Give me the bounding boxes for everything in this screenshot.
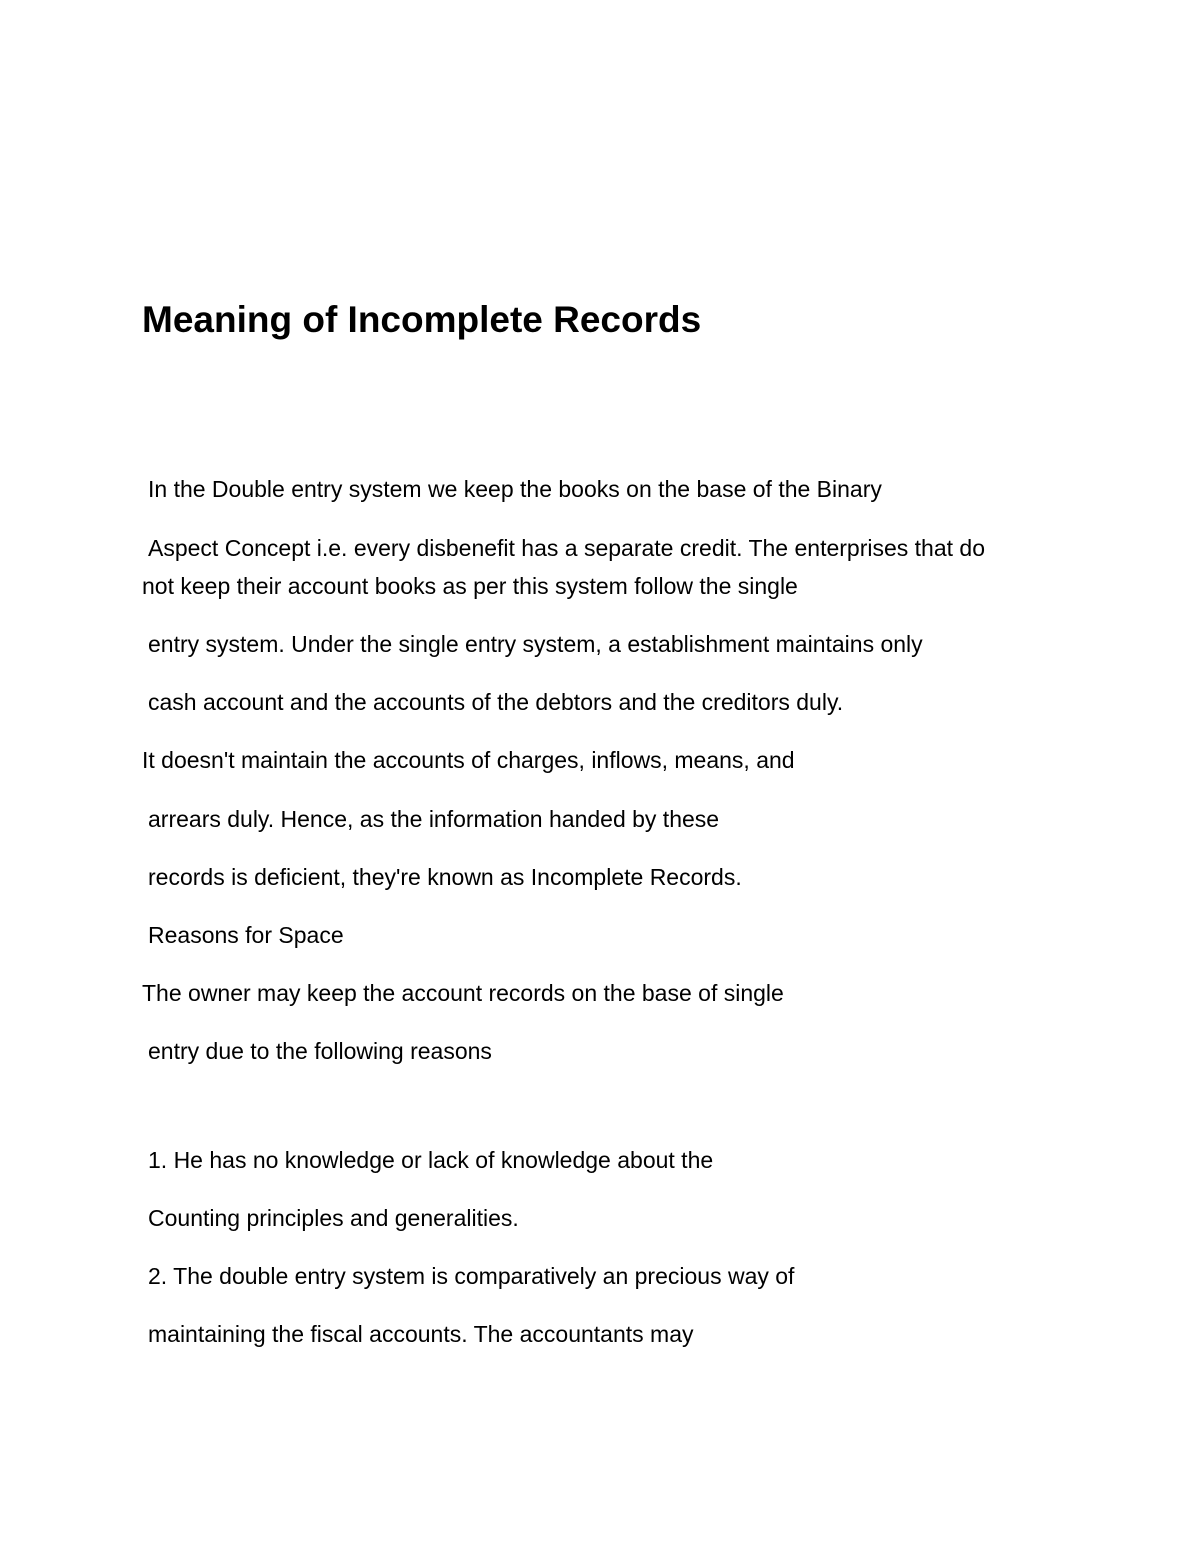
text-line: It doesn't maintain the accounts of charges, inflows, means, and xyxy=(142,747,795,773)
text-line: The owner may keep the account records on the base of single xyxy=(142,980,784,1006)
section-heading: Reasons for Space xyxy=(148,922,344,948)
text-line: Aspect Concept i.e. every disbenefit has a separate credit. The enterprises that do xyxy=(148,535,985,561)
text-line: arrears duly. Hence, as the information handed by these xyxy=(148,806,720,832)
document-title: Meaning of Incomplete Records xyxy=(142,299,702,340)
list-item-continuation: Counting principles and generalities. xyxy=(148,1205,519,1231)
list-item: 2. The double entry system is comparatively an precious way of xyxy=(148,1263,795,1289)
list-item-continuation: maintaining the fiscal accounts. The accountants may xyxy=(148,1321,694,1347)
text-line: entry system. Under the single entry system, a establishment maintains only xyxy=(148,631,923,657)
text-line: entry due to the following reasons xyxy=(148,1038,492,1064)
list-item: 1. He has no knowledge or lack of knowledge about the xyxy=(148,1147,714,1173)
text-line: records is deficient, they're known as Incomplete Records. xyxy=(148,864,742,890)
text-line: cash account and the accounts of the debtors and the creditors duly. xyxy=(148,689,844,715)
text-line: not keep their account books as per this system follow the single xyxy=(142,573,798,599)
text-line: In the Double entry system we keep the books on the base of the Binary xyxy=(148,476,882,502)
